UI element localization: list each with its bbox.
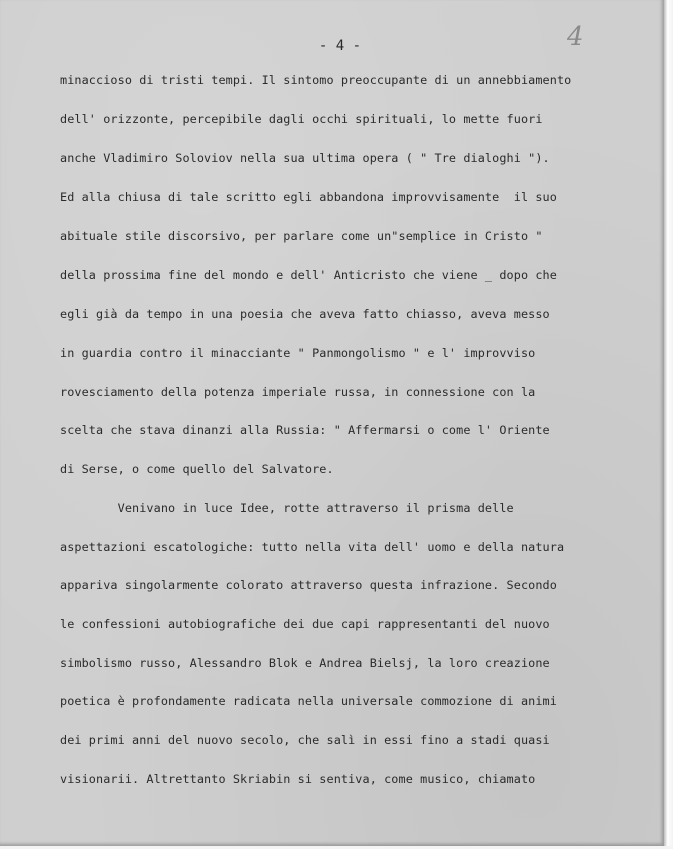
text-line: aspettazioni escatologiche: tutto nella vita dell' uomo e della natura bbox=[60, 540, 565, 554]
page-number: - 4 - bbox=[318, 38, 362, 54]
text-line: le confessioni autobiografiche dei due capi rappresentanti del nuovo bbox=[60, 617, 550, 631]
page-edge-right bbox=[664, 0, 673, 849]
text-line: visionarii. Altrettanto Skriabin si sentiva, come musico, chiamato bbox=[60, 772, 536, 786]
text-line: abituale stile discorsivo, per parlare come un"semplice in Cristo " bbox=[60, 229, 543, 243]
text-line: Venivano in luce Idee, rotte attraverso il prisma delle bbox=[60, 501, 514, 515]
text-line: appariva singolarmente colorato attraverso questa infrazione. Secondo bbox=[60, 578, 557, 592]
text-line: di Serse, o come quello del Salvatore. bbox=[60, 462, 334, 476]
handwritten-page-number: 4 bbox=[567, 22, 584, 52]
text-line: rovesciamento della potenza imperiale russa, in connessione con la bbox=[60, 385, 536, 399]
text-line: poetica è profondamente radicata nella universale commozione di animi bbox=[60, 694, 557, 708]
text-line: anche Vladimiro Soloviov nella sua ultima opera ( " Tre dialoghi "). bbox=[60, 151, 550, 165]
text-line: della prossima fine del mondo e dell' Anticristo che viene _ dopo che bbox=[60, 268, 557, 282]
text-line: Ed alla chiusa di tale scritto egli abbandona improvvisamente il suo bbox=[60, 190, 557, 204]
text-line: egli già da tempo in una poesia che aveva fatto chiasso, aveva messo bbox=[60, 307, 550, 321]
text-line: dei primi anni del nuovo secolo, che salì in essi fino a stadi quasi bbox=[60, 733, 550, 747]
text-line: scelta che stava dinanzi alla Russia: " Affermarsi o come l' Oriente bbox=[60, 423, 550, 437]
text-line: simbolismo russo, Alessandro Blok e Andrea Bielsj, la loro creazione bbox=[60, 656, 550, 670]
text-line: minaccioso di tristi tempi. Il sintomo preoccupante di un annebbiamento bbox=[60, 73, 572, 87]
text-line: dell' orizzonte, percepibile dagli occhi spirituali, lo mette fuori bbox=[60, 112, 543, 126]
text-line: in guardia contro il minacciante " Panmongolismo " e l' improvviso bbox=[60, 346, 536, 360]
